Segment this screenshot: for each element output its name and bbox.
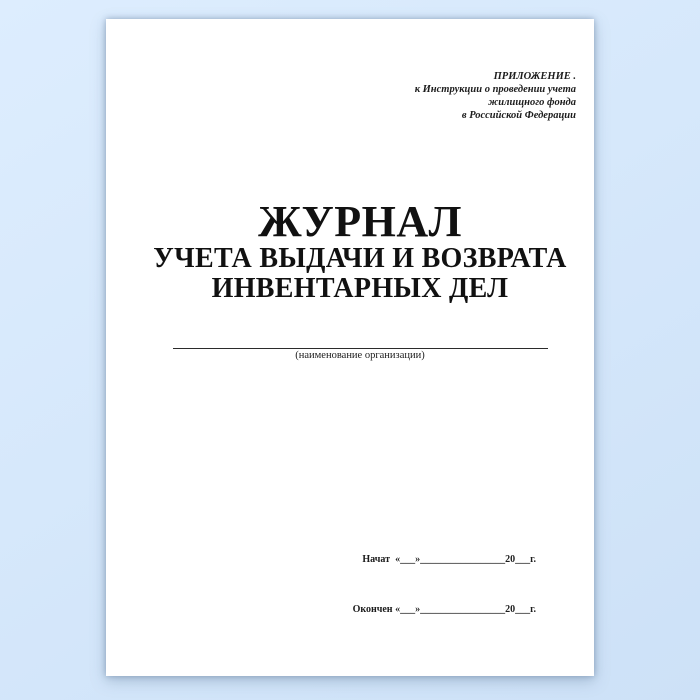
title-line-sub-2: ИНВЕНТАРНЫХ ДЕЛ [211,273,509,304]
appendix-line-1: ПРИЛОЖЕНИЕ . [493,71,576,82]
date-finished-row: Окончен «___»_________________20___г. [352,604,536,615]
organization-block [136,348,584,362]
journal-cover-sheet [106,19,594,676]
journal-title [136,197,584,304]
appendix-note [415,70,576,122]
title-line-sub-1: УЧЕТА ВЫДАЧИ И ВОЗВРАТА [153,243,567,274]
organization-fill-line [173,348,548,349]
title-line-main: ЖУРНАЛ [258,197,462,246]
date-started-row: Начат «___»_________________20___г. [362,554,536,565]
dates-block [353,527,536,642]
appendix-line-3: жилищного фонда [488,97,576,108]
organization-caption: (наименование организации) [295,350,425,361]
appendix-line-2: к Инструкции о проведении учета [414,84,576,95]
appendix-line-4: в Российской Федерации [461,110,576,121]
